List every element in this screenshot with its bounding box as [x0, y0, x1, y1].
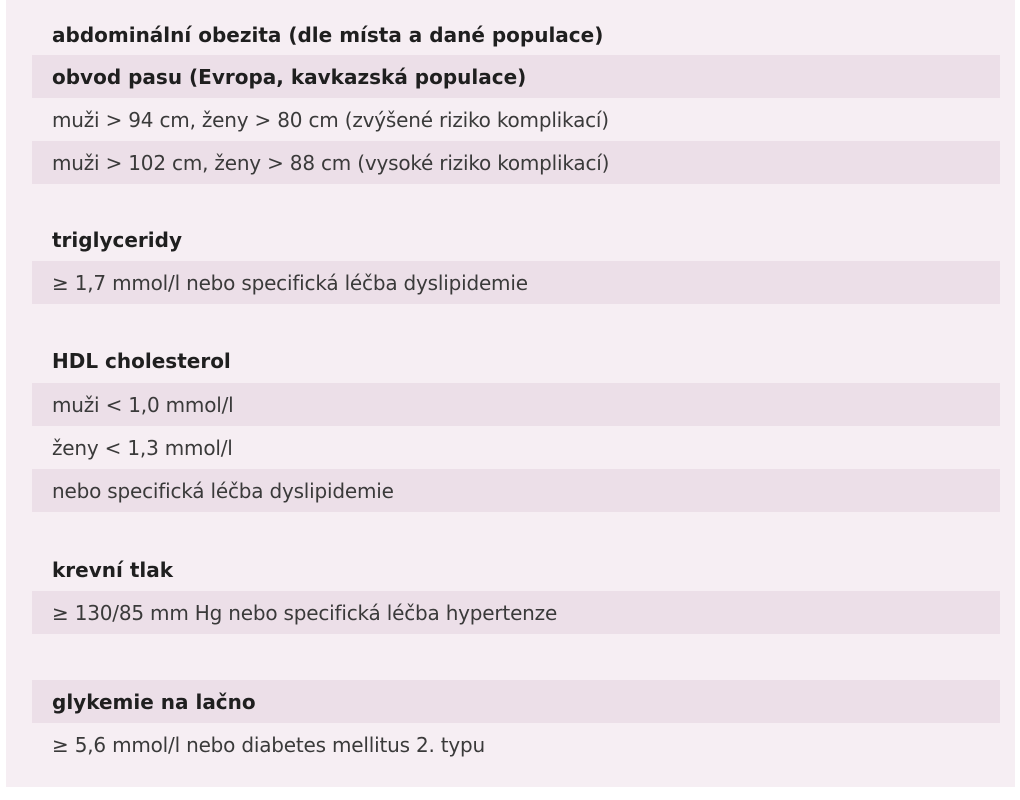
section-heading: HDL cholesterol [52, 348, 231, 373]
criteria-table [6, 0, 1015, 787]
criteria-item: ≥ 130/85 mm Hg nebo specifická léčba hypertenze [32, 591, 1000, 634]
section-heading: triglyceridy [52, 227, 182, 252]
criteria-item: ženy < 1,3 mmol/l [52, 435, 233, 460]
criteria-item: muži < 1,0 mmol/l [32, 383, 1000, 426]
section-heading: krevní tlak [52, 557, 174, 582]
section-heading: glykemie na lačno [32, 680, 1000, 723]
section-subheading: obvod pasu (Evropa, kavkazská populace) [32, 55, 1000, 98]
criteria-item: ≥ 5,6 mmol/l nebo diabetes mellitus 2. typu [52, 732, 486, 757]
section-heading: abdominální obezita (dle místa a dané populace) [52, 22, 604, 47]
criteria-item: muži > 102 cm, ženy > 88 cm (vysoké riziko komplikací) [32, 141, 1000, 184]
criteria-item: ≥ 1,7 mmol/l nebo specifická léčba dyslipidemie [32, 261, 1000, 304]
criteria-item: muži > 94 cm, ženy > 80 cm (zvýšené riziko komplikací) [52, 107, 609, 132]
criteria-item: nebo specifická léčba dyslipidemie [32, 469, 1000, 512]
